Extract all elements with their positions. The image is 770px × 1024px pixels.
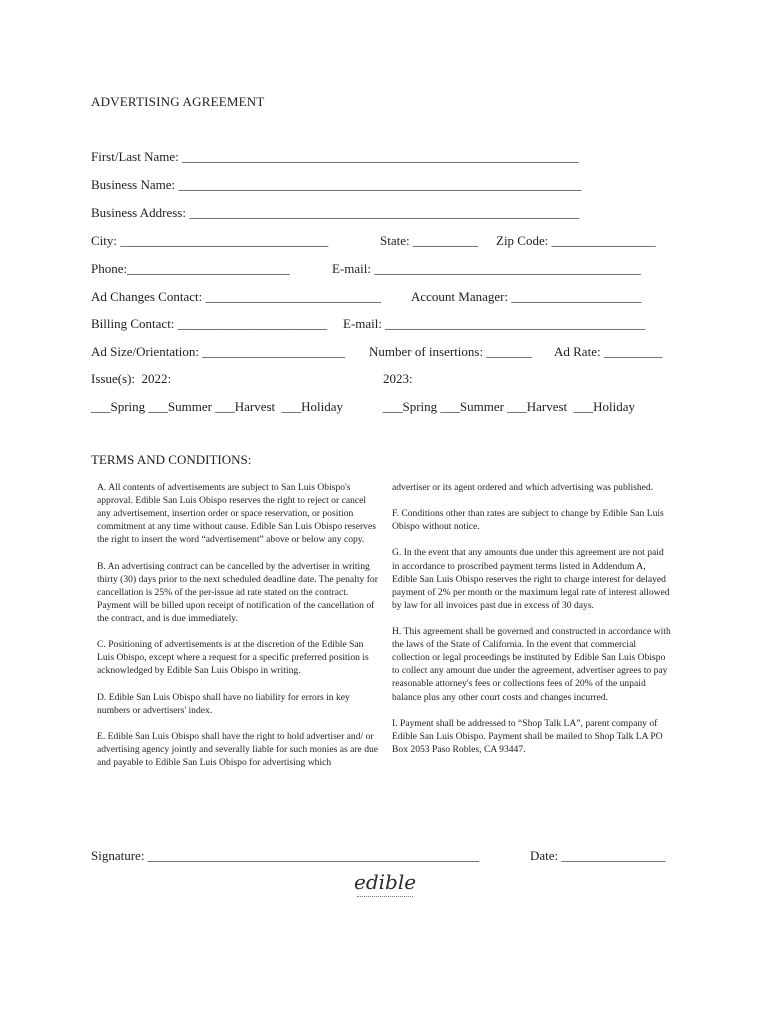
edible-logo-text: edible [354,870,417,894]
signature-row [91,848,671,864]
date-field[interactable]: Date: ________________ [530,848,666,863]
ad-changes-contact-field[interactable]: Ad Changes Contact: ___________________________ [91,289,381,304]
billing-email-field[interactable]: E-mail: ________________________________________ [343,316,646,331]
seasons-2023-checks[interactable]: ___Spring ___Summer ___Harvest ___Holiday [383,399,636,414]
ad-size-row [91,344,671,360]
terms-right-column [392,481,672,756]
business-name-row[interactable] [91,177,671,193]
term-c: C. Positioning of advertisements is at the discretion of the Edible San Luis Obispo, except where a request for a specific preferred position is acknowledged by Edible San Luis Obispo in writing. [97,639,369,677]
ad-size-field[interactable]: Ad Size/Orientation: ______________________ [91,344,346,359]
billing-contact-field[interactable]: Billing Contact: _______________________ [91,316,328,331]
term-i: I. Payment shall be addressed to “Shop Talk LA”, parent company of Edible San Luis Obispo. Payment shall be mailed to Shop Talk LA PO Box 2053 Paso Robles, CA 93447. [392,717,663,755]
term-a: A. All contents of advertisements are subject to San Luis Obispo's approval. Edible San Luis Obispo reserves the right to reject or cancel any advertisement, insertion order or space reservation, or position commitment at any time without cause. Edible San Luis Obispo reserves the right to insert the word “advertisement” above or below any copy. [97,482,376,546]
term-d: D. Edible San Luis Obispo shall have no liability for errors in key numbers or advertisers' index. [97,691,350,716]
zip-field[interactable]: Zip Code: ________________ [496,233,656,248]
logo-underline [357,896,413,899]
edible-logo [354,872,416,900]
city-state-zip-row [91,233,671,249]
business-name-field[interactable]: Business Name: ______________________________________________________________ [91,177,582,192]
term-g: G. In the event that any amounts due under this agreement are not paid in accordance to proscribed payment terms listed in Addendum A, Edible San Luis Obispo reserves the right to charge interest for delayed payment of 2% per month or the maximum legal rate of interest allowed by law for all invoices past due in excess of 30 days. [392,547,670,611]
seasons-row [91,399,671,415]
term-e: E. Edible San Luis Obispo shall have the right to hold advertiser and/ or advertising agency jointly and severally liable for such monies as are due and payable to Edible San Luis Obispo for advertising which [97,730,379,768]
business-address-row[interactable] [91,205,671,221]
insertions-field[interactable]: Number of insertions: _______ [369,344,532,359]
ad-rate-field[interactable]: Ad Rate: _________ [554,344,663,359]
term-h: H. This agreement shall be governed and constructed in accordance with the laws of the State of California. In the event that commercial collection or legal proceedings be instituted by Edible San Luis Obispo to collect any amount due under the agreement, advertiser agrees to pay reasonable attorney's fees or collections fees of 20% of the unpaid balance plus any other court costs and changes incurred. [392,626,671,703]
contact-row [91,289,671,305]
phone-field[interactable]: Phone:_________________________ [91,261,290,276]
phone-email-row [91,261,671,277]
issues-2023-label: 2023: [383,371,413,386]
term-f: F. Conditions other than rates are subject to change by Edible San Luis Obispo without notice. [392,508,664,533]
term-b: B. An advertising contract can be cancelled by the advertiser in writing thirty (30) days prior to the next scheduled deadline date. The penalty for cancellation is 25% of the per-issue ad rate stated on the contract. Payment will be billed upon receipt of notification of the cancellation of the contract, and is due immediately. [97,560,378,624]
state-field[interactable]: State: __________ [380,233,478,248]
issues-2022-label: Issue(s): 2022: [91,371,172,386]
terms-left-column [97,481,379,769]
first-last-name-row[interactable] [91,149,671,165]
issues-row [91,371,671,387]
signature-field[interactable]: Signature: ___________________________________________________ [91,848,480,863]
document-title: ADVERTISING AGREEMENT [91,94,265,109]
first-last-name-field[interactable]: First/Last Name: _____________________________________________________________ [91,149,579,164]
term-e-continued: advertiser or its agent ordered and which advertising was published. [392,482,654,493]
city-field[interactable]: City: ________________________________ [91,233,329,248]
email-field[interactable]: E-mail: _________________________________________ [332,261,641,276]
business-address-field[interactable]: Business Address: ____________________________________________________________ [91,205,580,220]
seasons-2022-checks[interactable]: ___Spring ___Summer ___Harvest ___Holiday [91,399,344,414]
account-manager-field[interactable]: Account Manager: ____________________ [411,289,642,304]
terms-heading: TERMS AND CONDITIONS: [91,452,252,467]
billing-row [91,316,671,332]
